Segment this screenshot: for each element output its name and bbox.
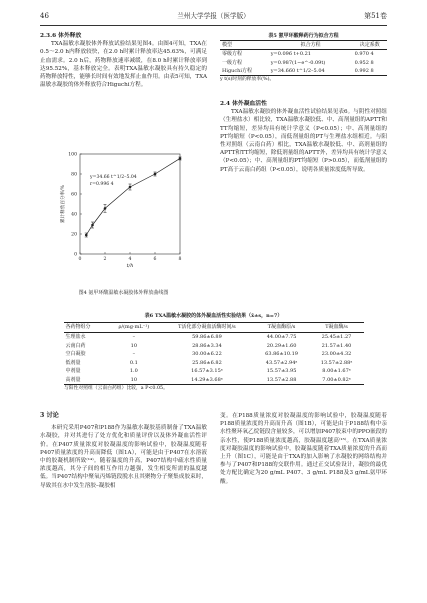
table-header: 拟合方程 — [300, 42, 321, 49]
table-cell: 高剂量 — [65, 376, 81, 383]
coagulation-table — [64, 322, 364, 385]
table-header: 模型 — [222, 42, 233, 49]
table-cell: 0.970 4 — [354, 51, 374, 58]
table-cell: 中剂量 — [65, 368, 81, 375]
section-heading: 2.3.6 体外释放 — [40, 33, 82, 39]
data-point — [179, 157, 182, 160]
section-heading: 3 讨论 — [40, 412, 59, 419]
table-cell: 1.0 — [129, 368, 138, 375]
table-cell: 云南白药 — [65, 342, 86, 349]
table-cell: 10 — [130, 376, 138, 383]
section-coagulation — [220, 100, 387, 174]
x-tick-label: 4 — [128, 257, 132, 262]
release-curve-chart — [40, 142, 207, 280]
table-cell: 63.86±10.19 — [265, 351, 298, 358]
figure-caption: 图4 氨甲环酸温敏水凝胶体外释放曲线图 — [78, 290, 169, 297]
y-tick-label: 100 — [68, 152, 77, 158]
table-row — [64, 332, 364, 341]
y-tick-label: 80 — [71, 172, 77, 178]
table-note: 与阳性对照组（云南白药组）比较，a P<0.05。 — [64, 386, 168, 392]
table-cell: Higuchi方程 — [222, 67, 253, 74]
y-axis-label: 累计释放百分率/% — [61, 184, 66, 224]
table-cell: y=0.096 t+0.21 — [270, 51, 311, 58]
page-number: 46 — [40, 12, 49, 20]
journal-title: 兰州大学学报（医学版） — [177, 12, 250, 20]
table-cell: 零级方程 — [222, 51, 243, 58]
table-caption: 表5 氨甲环酸释药行为拟合方程 — [268, 33, 339, 39]
x-tick-label: 2 — [103, 257, 107, 262]
fit-equation-table — [220, 40, 387, 76]
table-row — [220, 50, 387, 59]
section-discussion — [40, 412, 207, 490]
data-point — [129, 186, 132, 189]
table-cell: 44.00±7.75 — [266, 333, 297, 340]
data-point — [104, 207, 107, 210]
x-tick-label: 6 — [153, 257, 157, 262]
table-header: 各药物组分 — [65, 324, 91, 331]
table-row — [64, 350, 364, 359]
table-caption: 表6 TXA温敏水凝胶的体外凝血活性实验结果（x̄±s，n=7） — [144, 313, 283, 319]
table-cell: 0.1 — [129, 359, 138, 366]
table-cell: 空白凝胶 — [65, 351, 86, 358]
table-cell: 15.57±3.95 — [266, 368, 297, 375]
x-tick-label: 8 — [178, 257, 182, 262]
table-cell: 10 — [130, 342, 138, 349]
table-row — [64, 367, 364, 376]
table-cell: 低剂量 — [65, 359, 81, 366]
fit-r-value: r=0.996 4 — [90, 182, 114, 187]
table-cell: 28.86±3.34 — [192, 342, 222, 349]
table-6 — [40, 312, 387, 394]
table-cell: 14.29±3.68ᵃ — [191, 376, 223, 383]
table-5 — [220, 32, 387, 84]
table-cell: 生理盐水 — [65, 333, 86, 340]
series-line — [86, 158, 180, 235]
fit-equation: y=34.66 t^1/2–5.04 — [90, 175, 137, 180]
table-row — [220, 67, 387, 76]
table-cell: 一级方程 — [222, 59, 243, 66]
data-point — [154, 173, 157, 176]
x-axis-label: t/h — [126, 264, 134, 269]
table-cell: 0.992 8 — [354, 67, 374, 74]
y-tick-label: 40 — [71, 212, 77, 218]
table-cell: 30.00±6.22 — [192, 351, 222, 358]
table-cell: 23.00±4.32 — [321, 351, 352, 358]
running-header — [0, 10, 427, 24]
table-cell: 0.952 8 — [354, 59, 374, 66]
table-row — [64, 341, 364, 350]
body-paragraph: 本研究采用P407和P188作为温敏水凝胶基质制备了TXA温敏水凝胶，并对其进行了处方优化和质量评价以及体外凝血活性评价。在P407质量浓度对胶凝温度的影响试验中，胶凝温度随着P407质量浓度的升高而降低（图1A），可能是由于P407在水溶液中的胶凝机制所致⁽¹⁴⁾。随着温度的升高，P407结构中疏水性质量浓度越高，其分子间的相互作用力越强，发生相变所需的温度越低。当P407结构中聚氧丙烯链段脱水且其聚物分子聚集成胶束时，导致其在水中发生溶胶–凝胶相 — [40, 425, 207, 489]
table-cell: 25.45±1.27 — [321, 333, 352, 340]
table-cell: 20.29±1.60 — [266, 342, 297, 349]
volume-label: 第51卷 — [364, 12, 387, 20]
y-tick-label: 0 — [74, 252, 77, 258]
body-paragraph: TXA温敏水凝胶体外释放试验结果见图4。由图4可知，TXA在0.5～2.0 h内释放较快，在2.0 h时累计释放率达45.63%，可满足止血需求。2.0 h后，药物释放速率减缓，在8.0 h时累计释放率到达95.52%，基本释放完全。表明TXA温敏水凝胶具有持久稳定的药物释放特性，能够长时间有效地发挥止血作用。由表5可知，TXA温敏水凝胶的体外释放符合Higuchi方程。 — [40, 41, 207, 89]
table-cell: 43.57±2.94ᵃ — [265, 359, 298, 366]
table-cell: y=34.660 t^1/2–5.04 — [270, 67, 325, 74]
table-cell: y=0.987(1−e^-0.09t) — [270, 59, 326, 66]
table-cell: 13.57±2.88ᵃ — [320, 359, 353, 366]
y-tick-label: 60 — [71, 192, 77, 198]
data-point — [85, 234, 88, 237]
figure-4 — [40, 142, 207, 297]
table-cell: – — [132, 333, 136, 340]
discussion-continued — [220, 412, 387, 486]
section-heading: 2.4 体外凝血活性 — [220, 101, 267, 107]
table-header: T凝血酶原/s — [267, 324, 296, 331]
table-row — [64, 376, 364, 385]
table-row — [220, 59, 387, 67]
table-note: y t(s)时刻的释放率(%)。 — [220, 77, 275, 83]
table-header: ρ/(mg·mL⁻¹) — [118, 324, 150, 331]
plot-frame — [80, 154, 180, 254]
table-cell: 7.00±0.82ᵃ — [322, 376, 351, 383]
table-header: T活化部分凝血活酶时间/s — [178, 324, 236, 331]
data-point — [91, 224, 94, 227]
table-cell: 13.57±2.88 — [266, 376, 297, 383]
header-rule — [40, 25, 387, 26]
table-cell: – — [132, 351, 136, 358]
table-cell: 8.00±1.67ᵃ — [322, 368, 351, 375]
table-row — [64, 359, 364, 368]
table-cell: 16.57±3.15ᵃ — [191, 368, 223, 375]
y-tick-label: 20 — [71, 232, 77, 238]
table-cell: 21.57±1.40 — [321, 342, 352, 349]
table-cell: 59.86±6.89 — [192, 333, 222, 340]
section-in-vitro-release — [40, 32, 207, 89]
body-paragraph: TXA温敏水凝胶的体外凝血活性试验结果见表6。与阴性对照组（生理盐水）相比较，TXA温敏水凝胶低、中、高剂量组的APTT和TT均缩短，差异均具有统计学意义（P<0.05）；中、高剂量组的PT均缩短（P<0.05），而低剂量组的PT与生理盐水组相近。与阳性对照组（云南白药）相比，TXA温敏水凝胶低、中、高剂量组的APTT和TT均缩短，除低剂量组的APTT外，差异均具有统计学意义（P<0.05）；中、高剂量组的PT均缩短（P>0.05），而低剂量组的PT高于云南白药组（P<0.05），说明各质量浓度低所导致。 — [220, 109, 387, 173]
table-header: T凝血酶/s — [325, 324, 348, 331]
body-paragraph: 变。在P188质量浓度对胶凝温度的影响试验中，胶凝温度随着P188质量浓度的升高而升高（图1B），可能是由于P188结构中亲水性聚环氧乙烷链段含量较多，可以增加P407胶束中的PPO嵌段的亲水性，使P188质量浓度越高，胶凝温度越高⁽¹⁵⁾。在TXA质量浓度对凝胶温度的影响试验中，胶凝温度随着TXA质量浓度的升高而上升（图1C），可能是由于TXA的加入影响了水凝胶的网络结构并参与了P407和P188的交联作用。通过正交试验设计，凝胶的最优处方配比确定为20 g/mL P407、3 g/mL P188及3 g/mL氨甲环酸。 — [220, 413, 387, 485]
x-tick-label: 0 — [78, 257, 82, 262]
table-cell: 25.86±6.82 — [192, 359, 222, 366]
table-header: 决定系数 — [359, 42, 380, 49]
